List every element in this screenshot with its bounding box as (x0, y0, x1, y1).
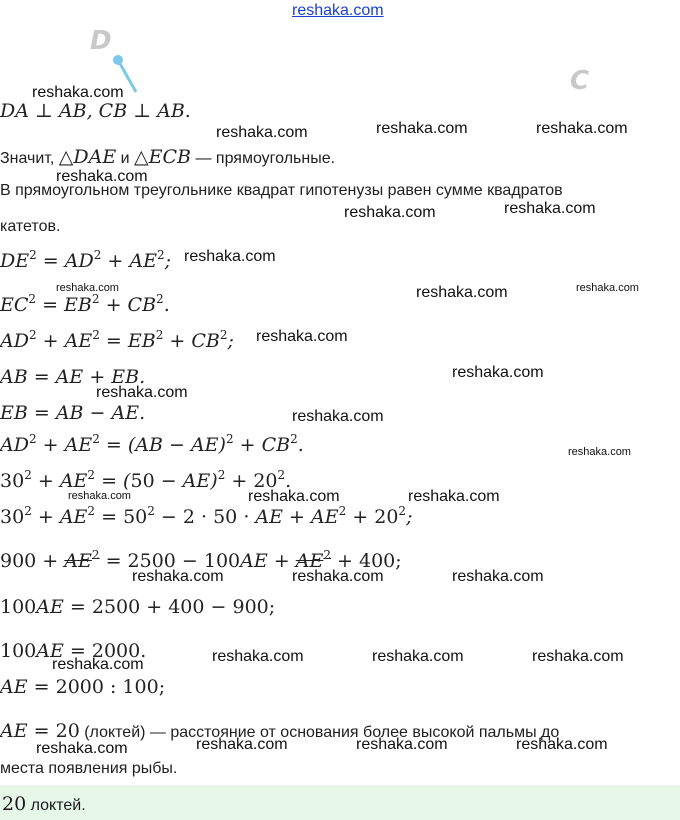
watermark: reshaka.com (132, 568, 224, 585)
line-conclusion-a: AE = 20 (локтей) — расстояние от основания более высокой пальмы до (0, 720, 560, 742)
watermark: reshaka.com (212, 648, 304, 665)
eq-collect: 100AE = 2500 + 400 − 900; (0, 596, 276, 618)
watermark: reshaka.com (516, 736, 608, 753)
eq-result: 100AE = 2000. (0, 640, 147, 662)
line-perpendicular: DA ⊥ AB, CB ⊥ AB. (0, 100, 191, 122)
watermark: reshaka.com (248, 488, 340, 505)
eq-ec: $EC^2 = EB^2 + CB^2$. (0, 292, 170, 316)
figure-point (113, 55, 123, 65)
watermark: reshaka.com (408, 488, 500, 505)
watermark: reshaka.com (376, 120, 468, 137)
watermark: reshaka.com (256, 328, 348, 345)
watermark: reshaka.com (56, 168, 148, 185)
watermark: reshaka.com (536, 120, 628, 137)
watermark: reshaka.com (344, 204, 436, 221)
answer-box (0, 785, 680, 820)
eq-equal-hyp: $AD^2 + AE^2 = EB^2 + CB^2$; (0, 328, 234, 352)
answer-text: 20 локтей. (2, 793, 86, 815)
watermark: reshaka.com (292, 408, 384, 425)
watermark: reshaka.com (32, 84, 124, 101)
watermark: reshaka.com (196, 736, 288, 753)
watermark: reshaka.com (184, 248, 276, 265)
watermark: reshaka.com (532, 648, 624, 665)
eq-ab: AB = AE + EB. (0, 366, 146, 388)
watermark: reshaka.com (216, 124, 308, 141)
watermark: reshaka.com (576, 282, 639, 294)
watermark: reshaka.com (292, 568, 384, 585)
figure-label-c: C (570, 66, 590, 96)
watermark: reshaka.com (372, 648, 464, 665)
watermark: reshaka.com (416, 284, 508, 301)
watermark: reshaka.com (452, 568, 544, 585)
eq-divide: AE = 2000 : 100; (0, 676, 166, 698)
line-conclusion-b: места появления рыбы. (0, 760, 178, 777)
watermark: reshaka.com (52, 656, 144, 673)
eq-substitute: $AD^2 + AE^2 = (AB - AE)^2 + CB^2$. (0, 432, 304, 456)
watermark: reshaka.com (96, 384, 188, 401)
watermark: reshaka.com (56, 282, 119, 294)
watermark: reshaka.com (568, 446, 631, 458)
watermark-top[interactable]: reshaka.com (292, 2, 384, 19)
line-right-triangles: Значит, △DAE и △ECB — прямоугольные. (0, 146, 336, 168)
line-pythagoras-a: В прямоугольном треугольнике квадрат гипотенузы равен сумме квадратов (0, 182, 563, 199)
watermark: reshaka.com (504, 200, 596, 217)
eq-expand: $30^2 + AE^2 = 50^2 - 2 \cdot 50$ · AE + $AE^2 + 20^2$; (0, 504, 413, 528)
eq-de: $DE^2 = AD^2 + AE^2$; (0, 248, 171, 272)
eq-numbers: $30^2 + AE^2 = (50 - AE)^2 + 20^2$. (0, 468, 292, 492)
watermark: reshaka.com (356, 736, 448, 753)
line-pythagoras-b: катетов. (0, 218, 61, 235)
watermark: reshaka.com (36, 740, 128, 757)
eq-eb: EB = AB − AE. (0, 402, 146, 424)
eq-cancel: $900 + AE^2 = 2500 - 100AE + AE^2 + 400$; (0, 548, 402, 572)
watermark: reshaka.com (68, 490, 131, 502)
figure-label-d: D (90, 26, 112, 56)
watermark: reshaka.com (452, 364, 544, 381)
